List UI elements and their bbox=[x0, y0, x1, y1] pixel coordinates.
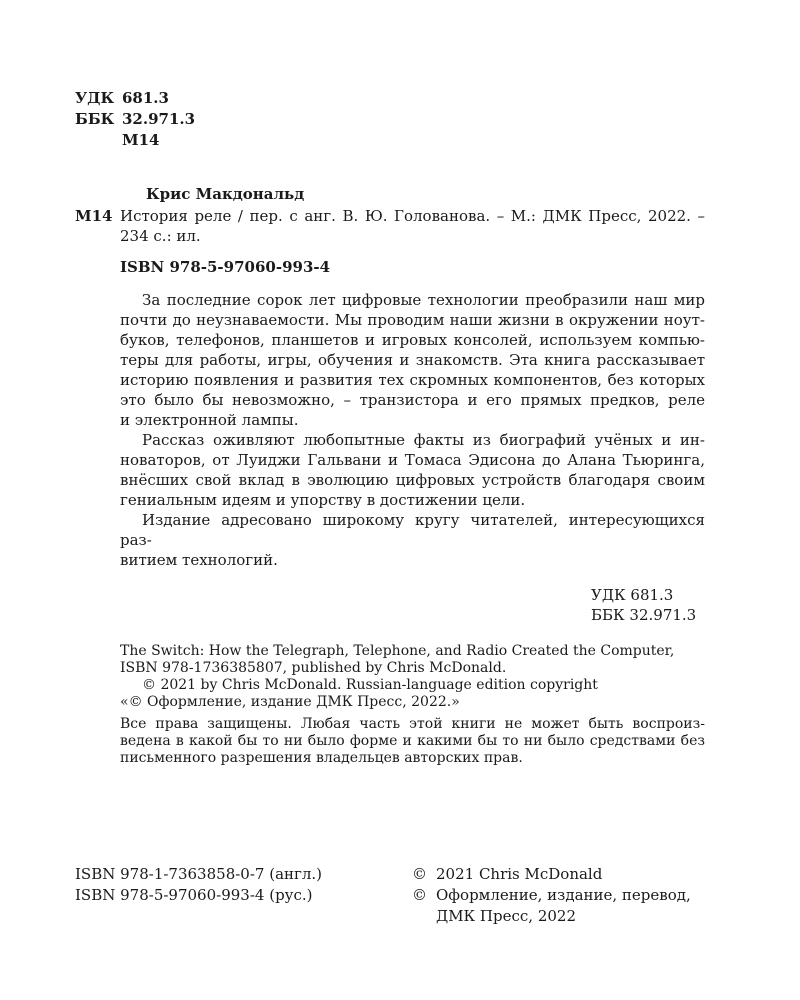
record-line-1: История реле / пер. с анг. В. Ю. Голованова. – М.: ДМК Пресс, 2022. – bbox=[120, 207, 705, 225]
annotation-line: почти до неузнаваемости. Мы проводим наши жизни в окружении ноут- bbox=[120, 311, 705, 329]
copyright-block bbox=[412, 864, 691, 927]
copyright-line: 2021 Chris McDonald bbox=[436, 865, 603, 883]
right-bbk: ББК 32.971.3 bbox=[591, 606, 697, 624]
annotation-line: это было бы невозможно, – транзистора и его прямых предков, реле bbox=[120, 391, 705, 409]
record-isbn: ISBN 978-5-97060-993-4 bbox=[120, 258, 331, 276]
copyright-line: ДМК Пресс, 2022 bbox=[436, 907, 577, 925]
annotation bbox=[120, 290, 705, 570]
annotation-line: новаторов, от Луиджи Гальвани и Томаса Эдисона до Алана Тьюринга, bbox=[120, 451, 705, 469]
original-edition bbox=[120, 643, 674, 711]
original-line: © 2021 by Chris McDonald. Russian-language edition copyright bbox=[142, 677, 598, 693]
original-line: «© Оформление, издание ДМК Пресс, 2022.» bbox=[120, 694, 460, 710]
rights-notice bbox=[120, 716, 705, 767]
annotation-line: Издание адресовано широкому кругу читателей, интересующихся раз- bbox=[120, 511, 705, 549]
annotation-line: гениальным идеям и упорству в достижении цели. bbox=[120, 491, 526, 509]
isbn-russian: ISBN 978-5-97060-993-4 (рус.) bbox=[75, 886, 313, 904]
rights-line: письменного разрешения владельцев авторских прав. bbox=[120, 750, 523, 766]
record-line-2: 234 с.: ил. bbox=[120, 227, 201, 245]
rights-line: Все права защищены. Любая часть этой книги не может быть воспроиз- bbox=[120, 716, 705, 732]
rights-line: ведена в какой бы то ни было форме и какими бы то ни было средствами без bbox=[120, 733, 705, 749]
annotation-line: Рассказ оживляют любопытные факты из биографий учёных и ин- bbox=[142, 431, 705, 449]
udk-label: УДК bbox=[75, 89, 115, 107]
annotation-line: теры для работы, игры, обучения и знакомств. Эта книга рассказывает bbox=[120, 351, 705, 369]
isbn-block bbox=[75, 864, 322, 906]
right-udk: УДК 681.3 bbox=[591, 586, 674, 604]
classification-block bbox=[75, 88, 195, 151]
record-mark: М14 bbox=[75, 207, 113, 225]
author-mark: М14 bbox=[122, 131, 160, 149]
copyright-symbol: © bbox=[412, 886, 427, 904]
original-line: ISBN 978-1736385807, published by Chris McDonald. bbox=[120, 660, 507, 676]
copyright-line: Оформление, издание, перевод, bbox=[436, 886, 691, 904]
annotation-line: и электронной лампы. bbox=[120, 411, 299, 429]
bbk-value: 32.971.3 bbox=[122, 110, 196, 128]
annotation-line: витием технологий. bbox=[120, 551, 278, 569]
original-line: The Switch: How the Telegraph, Telephone, and Radio Created the Computer, bbox=[120, 643, 675, 659]
annotation-line: За последние сорок лет цифровые технологии преобразили наш мир bbox=[142, 291, 705, 309]
annotation-line: историю появления и развития тех скромных компонентов, без которых bbox=[120, 371, 705, 389]
author-heading: Крис Макдональд bbox=[146, 185, 305, 203]
annotation-line: буков, телефонов, планшетов и игровых консолей, используем компью- bbox=[120, 331, 705, 349]
annotation-line: внёсших свой вклад в эволюцию цифровых устройств благодаря своим bbox=[120, 471, 705, 489]
udk-value: 681.3 bbox=[122, 89, 169, 107]
copyright-symbol: © bbox=[412, 865, 427, 883]
bbk-label: ББК bbox=[75, 110, 115, 128]
isbn-english: ISBN 978-1-7363858-0-7 (англ.) bbox=[75, 865, 323, 883]
